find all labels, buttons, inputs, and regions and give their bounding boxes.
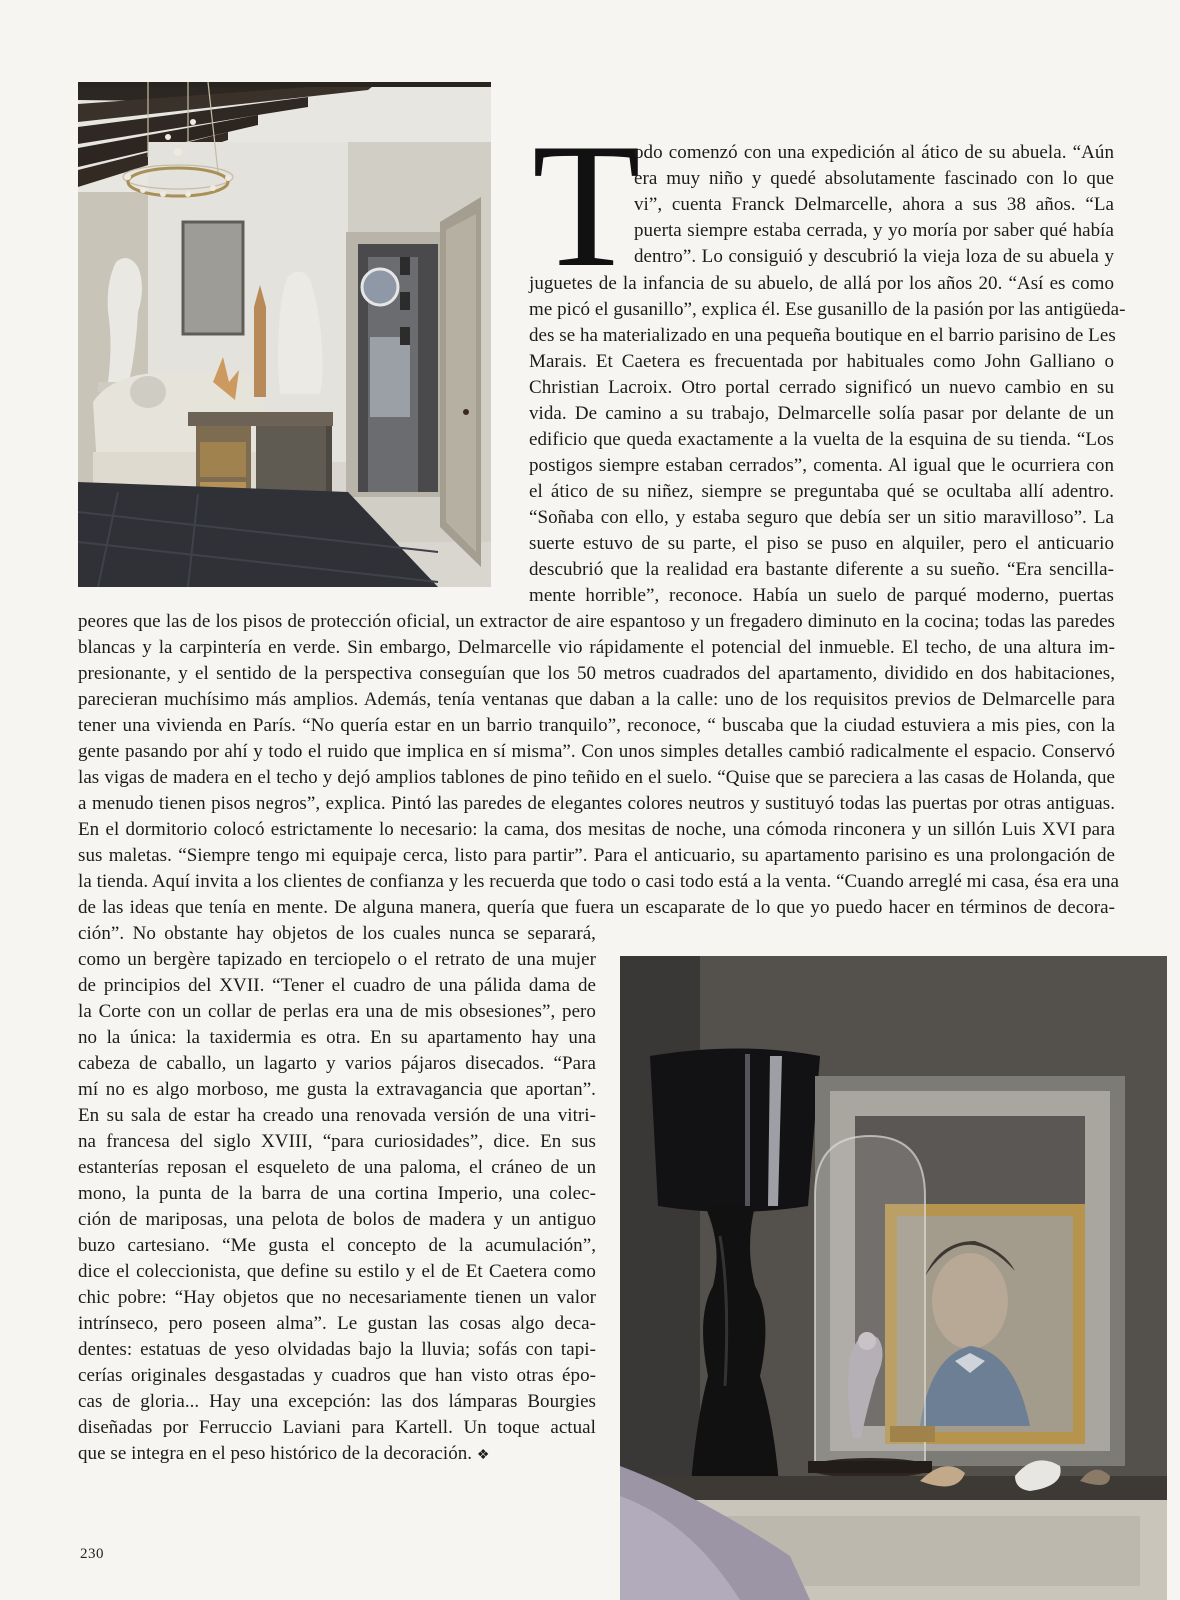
text-line: suerte estuvo de su parte, el piso se puso en alquiler, pero el anticuario: [529, 533, 1114, 554]
text-line: Christian Lacroix. Otro portal cerrado significó un nuevo cambio en su: [529, 377, 1114, 398]
text-line: puerta siempre estaba cerrada, y yo moría por saber qué había: [634, 220, 1114, 241]
text-line-final: [78, 1441, 490, 1467]
text-line: buzo cartesiano. “Me gusta el concepto de la acumulación”,: [78, 1235, 596, 1256]
text-line: mente horrible”, reconoce. Había un suelo de parqué moderno, puertas: [529, 585, 1114, 606]
text-line: juguetes de la infancia de su abuelo, de allá por los años 20. “Así es como: [529, 273, 1114, 294]
text-line: postigos siempre estaban cerrados”, comenta. Al igual que le ocurriera con: [529, 455, 1114, 476]
text-line: En su sala de estar ha creado una renovada versión de una vitri-: [78, 1105, 596, 1126]
text-line: dentes: estatuas de yeso olvidadas bajo la lluvia; sofás con tapi-: [78, 1339, 596, 1360]
text-line: la tienda. Aquí invita a los clientes de confianza y les recuerda que todo o casi todo está a la venta. “Cuando arreglé mi casa, ésa era una: [78, 871, 1120, 892]
text-line: cabeza de caballo, un lagarto y varios pájaros disecados. “Para: [78, 1053, 596, 1074]
text-line: gente pasando por ahí y todo el ruido que implica en sí misma”. Con unos simples detalles cambió radicalmente el espacio. Conservó: [78, 741, 1115, 762]
text-line: me picó el gusanillo”, explica él. Ese gusanillo de la pasión por las antigüeda-: [529, 299, 1126, 320]
text-line: ción”. No obstante hay objetos de los cuales nunca se separará,: [78, 923, 596, 944]
text-line: era muy niño y quedé absolutamente fascinado con lo que: [634, 168, 1114, 189]
text-line: estanterías reposan el esqueleto de una paloma, el cráneo de un: [78, 1157, 596, 1178]
text-line: blancas y la carpintería en verde. Sin embargo, Delmarcelle vio rápidamente el potencial del inmueble. El techo, de una altura im-: [78, 637, 1115, 658]
text-line: tener una vivienda en París. “No quería estar en un barrio tranquilo”, reconoce, “ buscaba que la ciudad estuviera a mis pies, con la: [78, 715, 1115, 736]
text-line: diseñadas por Ferruccio Laviani para Kartell. Un toque actual: [78, 1417, 596, 1438]
text-line: dentro”. Lo consiguió y descubrió la vieja loza de su abuela y: [634, 246, 1114, 267]
text-line: vi”, cuenta Franck Delmarcelle, ahora a sus 38 años. “La: [634, 194, 1114, 215]
text-line: vida. De camino a su trabajo, Delmarcelle solía pasar por delante de un: [529, 403, 1114, 424]
text-line: presionante, y el sentido de la perspectiva conseguían que los 50 metros cuadrados del apartamento, dividido en dos habitaciones,: [78, 663, 1115, 684]
text-line: de principios del XVII. “Tener el cuadro de una pálida dama de: [78, 975, 596, 996]
page-number: 230: [80, 1546, 104, 1562]
text-line: En el dormitorio colocó estrictamente lo necesario: la cama, dos mesitas de noche, una cómoda rinconera y un sillón Luis XVI para: [78, 819, 1115, 840]
text-line: chic pobre: “Hay objetos que no necesariamente tienen un valor: [78, 1287, 596, 1308]
text-line: “Soñaba con ello, y estaba seguro que debía ser un sitio maravilloso”. La: [529, 507, 1114, 528]
text-line: edificio que queda exactamente a la vuelta de la esquina de su tienda. “Los: [529, 429, 1114, 450]
text-line: no la única: la taxidermia es otra. En su apartamento hay una: [78, 1027, 596, 1048]
text-line: des se ha materializado en una pequeña boutique en el barrio parisino de Les: [529, 325, 1116, 346]
text-line: el ático de su niñez, siempre se preguntaba qué se ocultaba allí adentro.: [529, 481, 1114, 502]
text-line: dice el coleccionista, que define su estilo y el de Et Caetera como: [78, 1261, 596, 1282]
text-line: parecieran muchísimo más amplios. Además, tenía ventanas que daban a la calle: uno de los requisitos previos de Delmarcelle para: [78, 689, 1115, 710]
text-line: descubrió que la realidad era bastante diferente a su sueño. “Era sencilla-: [529, 559, 1114, 580]
drop-cap: T: [532, 106, 641, 304]
text-line: peores que las de los pisos de protección oficial, un extractor de aire espantoso y un fregadero diminuto en la cocina; todas las paredes: [78, 611, 1115, 632]
text-line: mí no es algo morboso, me gusta la extravagancia que aportan”.: [78, 1079, 596, 1100]
text-line: mono, la punta de la barra de una cortina Imperio, una colec-: [78, 1183, 596, 1204]
interior-photo-chandelier: [78, 82, 491, 587]
text-line: la Corte con un collar de perlas era una de mis obsesiones”, pero: [78, 1001, 596, 1022]
text-line: como un bergère tapizado en terciopelo o el retrato de una mujer: [78, 949, 596, 970]
text-line: las vigas de madera en el techo y dejó amplios tablones de pino teñido en el suelo. “Quise que se pareciera a las casas de Holanda, que: [78, 767, 1115, 788]
text-line: sus maletas. “Siempre tengo mi equipaje cerca, listo para partir”. Para el anticuario, su apartamento parisino es una prolongación de: [78, 845, 1115, 866]
text-line: cerías originales desgastadas y cuadros que han visto otras épo-: [78, 1365, 596, 1386]
text-line: intrínseco, pero poseen alma”. Le gustan las cosas algo deca-: [78, 1313, 596, 1334]
text-line: que se integra en el peso histórico de la decoración.: [78, 1443, 473, 1464]
text-line: odo comenzó con una expedición al ático de su abuela. “Aún: [634, 142, 1114, 163]
text-line: a menudo tienen pisos negros”, explica. Pintó las paredes de elegantes colores neutros y sustituyó todas las puertas por otras antiguas.: [78, 793, 1115, 814]
text-line: de las ideas que tenía en mente. De alguna manera, quería que fuera un escaparate de lo que yo puedo hacer en términos de decora-: [78, 897, 1115, 918]
end-mark-icon: ❖: [476, 1448, 490, 1463]
text-line: Marais. Et Caetera es frecuentada por habituales como John Galliano o: [529, 351, 1114, 372]
text-line: na francesa del siglo XVIII, “para curiosidades”, dice. En sus: [78, 1131, 596, 1152]
text-line: cas de gloria... Hay una excepción: las dos lámparas Bourgies: [78, 1391, 596, 1412]
still-life-photo-portrait: [620, 956, 1167, 1600]
text-line: ción de mariposas, una pelota de bolos de madera y un antiguo: [78, 1209, 596, 1230]
